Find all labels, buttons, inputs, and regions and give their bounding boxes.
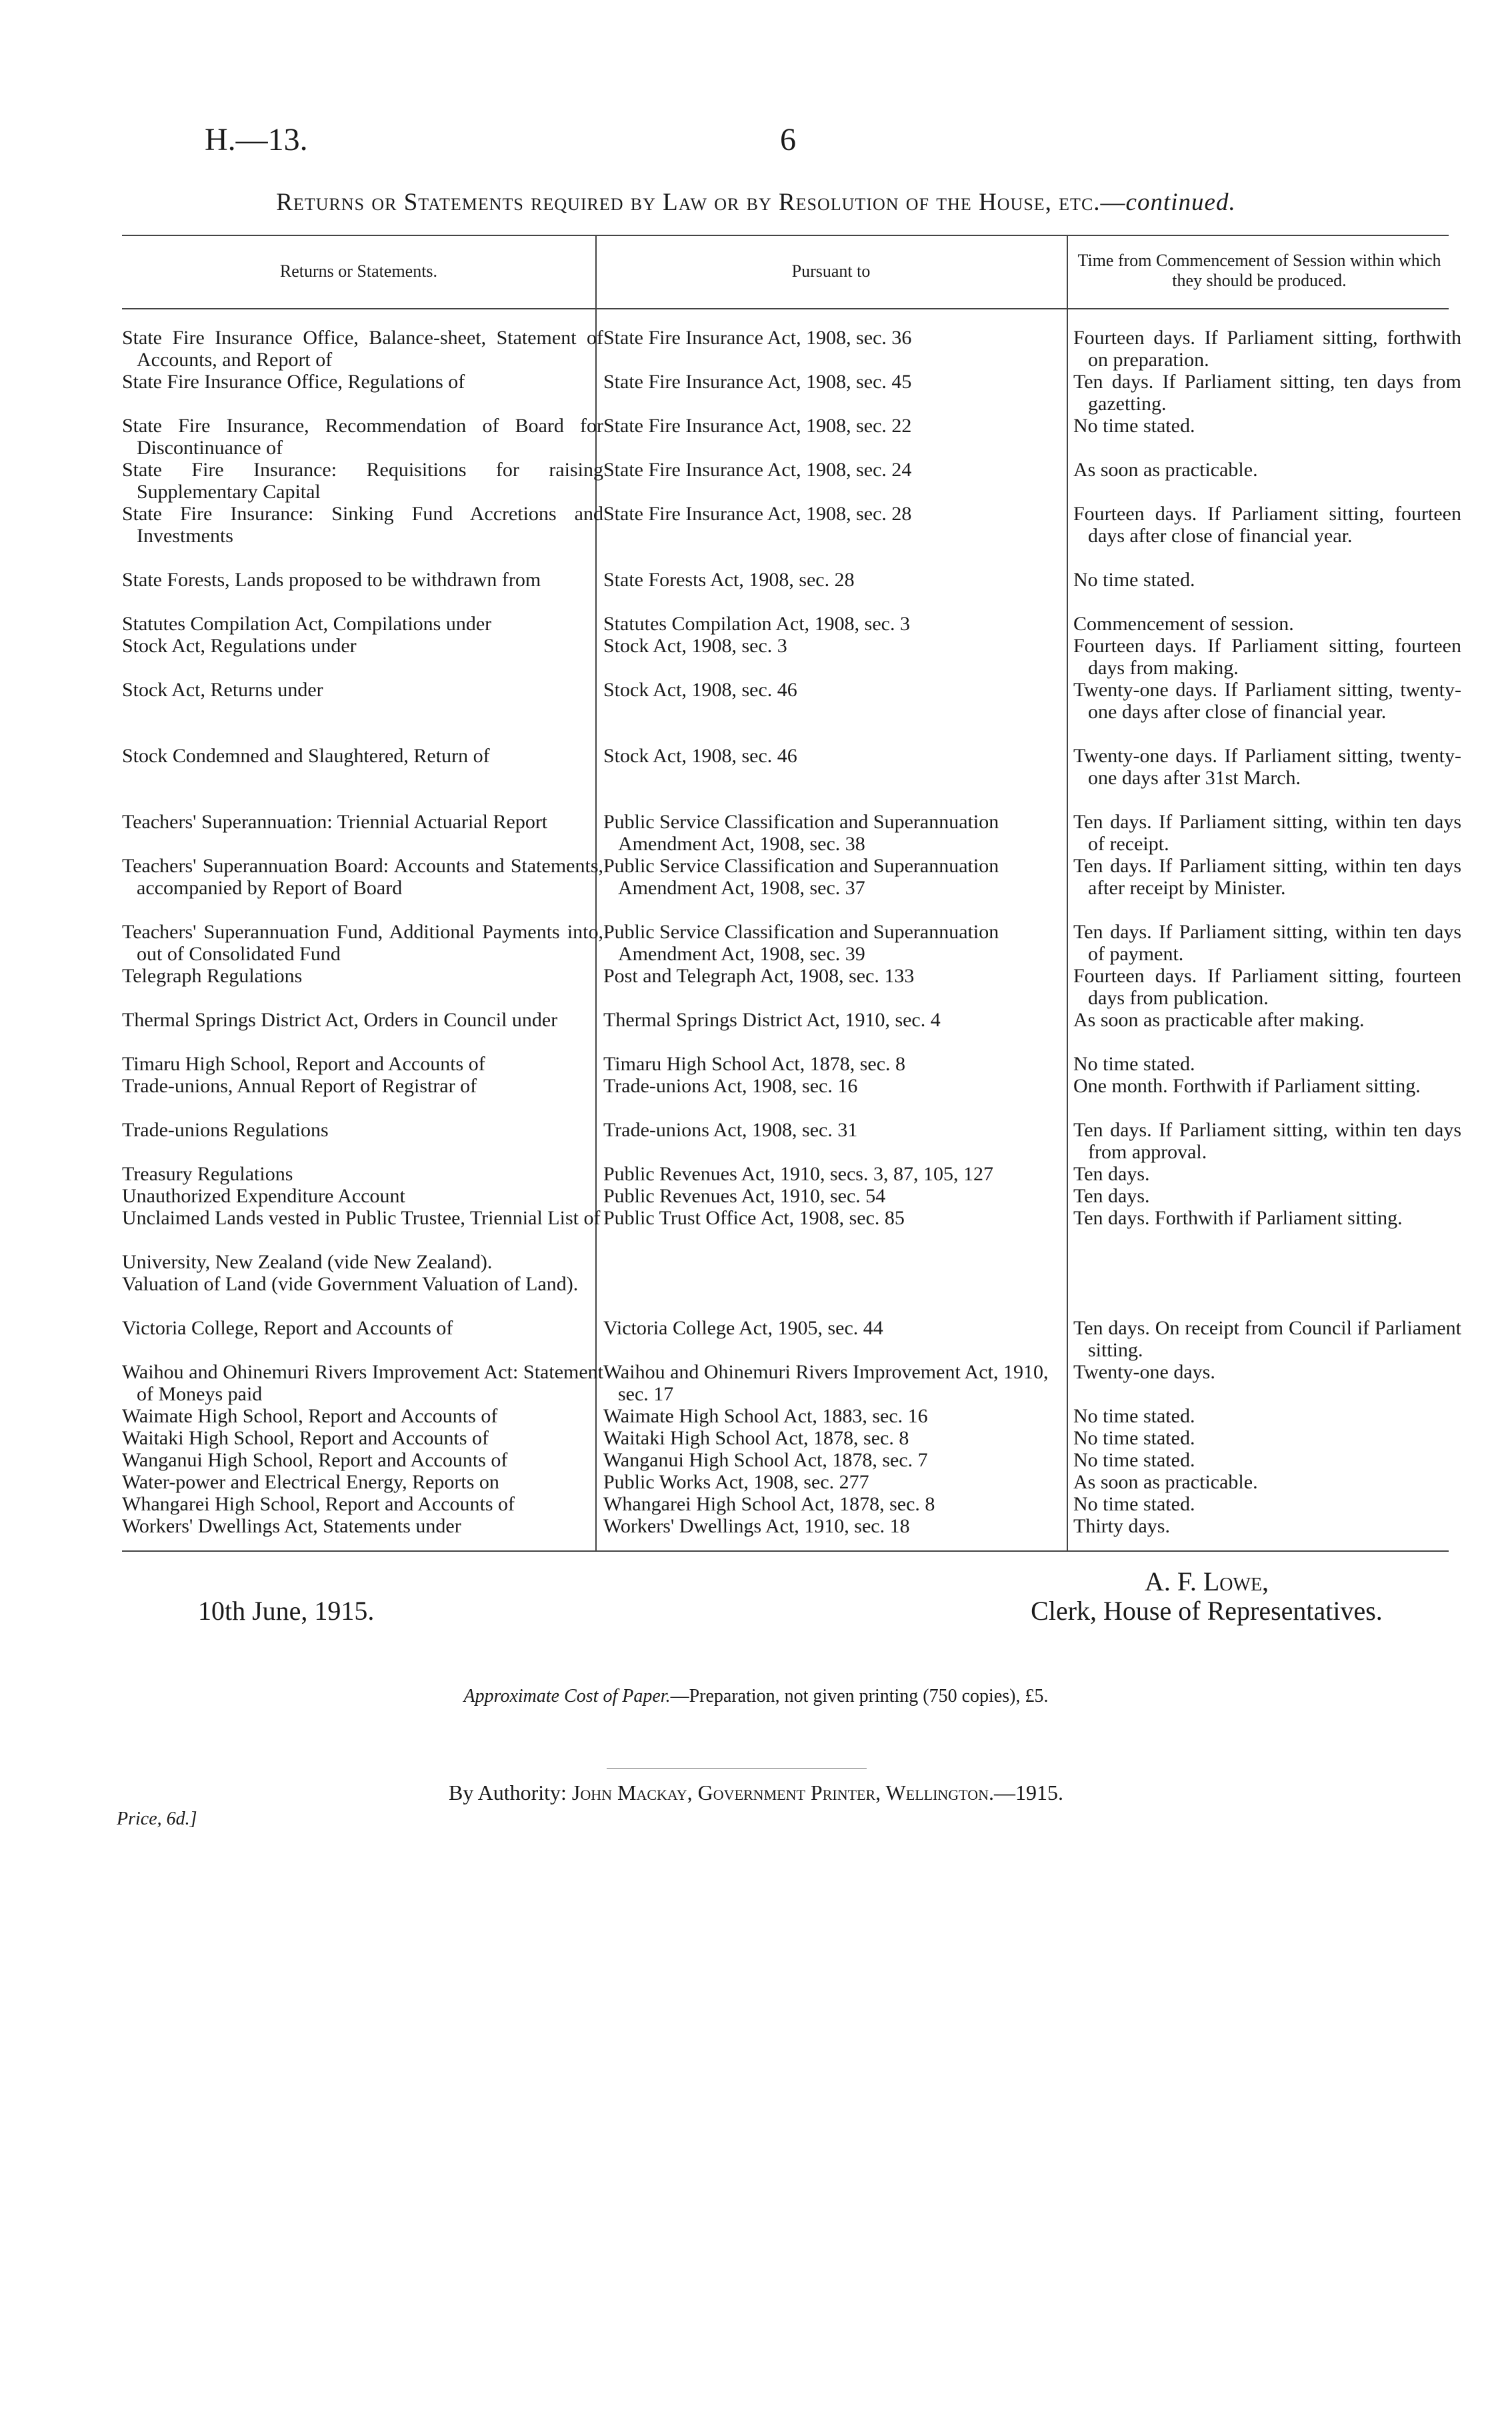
return-cell: Water-power and Electrical Energy, Reports on: [122, 1471, 499, 1493]
pursuant-cell: State Fire Insurance Act, 1908, sec. 22: [603, 415, 912, 437]
time-cell: One month. Forthwith if Parliament sitting.: [1073, 1075, 1421, 1097]
return-cell: Teachers' Superannuation Board: Accounts and Statements, accompanied by Report of Board: [122, 855, 603, 899]
time-cell: No time stated.: [1073, 1053, 1195, 1075]
return-cell: Trade-unions Regulations: [122, 1119, 329, 1141]
return-cell: Timaru High School, Report and Accounts of: [122, 1053, 485, 1075]
table-top-rule: [122, 235, 1449, 236]
return-cell: Victoria College, Report and Accounts of: [122, 1317, 453, 1339]
return-cell: Unclaimed Lands vested in Public Trustee, Triennial List of: [122, 1207, 601, 1229]
time-cell: Ten days. If Parliament sitting, within ten days of receipt.: [1073, 811, 1461, 855]
price: Price, 6d.]: [117, 1808, 197, 1829]
return-cell: Waitaki High School, Report and Accounts of: [122, 1427, 489, 1449]
time-cell: No time stated.: [1073, 1405, 1195, 1427]
signature-name: A. F. Lowe,: [1144, 1566, 1269, 1596]
time-cell: Ten days.: [1073, 1163, 1150, 1185]
time-cell: No time stated.: [1073, 1493, 1195, 1515]
column-header-returns: Returns or Statements.: [279, 261, 438, 281]
pursuant-cell: Stock Act, 1908, sec. 46: [603, 745, 797, 767]
return-cell: University, New Zealand (vide New Zealand).: [122, 1251, 493, 1273]
pursuant-cell: Stock Act, 1908, sec. 46: [603, 679, 797, 701]
pursuant-cell: Statutes Compilation Act, 1908, sec. 3: [603, 613, 910, 635]
return-cell: Unauthorized Expenditure Account: [122, 1185, 405, 1207]
pursuant-cell: State Fire Insurance Act, 1908, sec. 36: [603, 327, 912, 349]
pursuant-cell: Public Revenues Act, 1910, sec. 54: [603, 1185, 886, 1207]
authority-rule: [607, 1768, 867, 1769]
return-cell: Trade-unions, Annual Report of Registrar of: [122, 1075, 477, 1097]
cost-of-paper: Approximate Cost of Paper.—Preparation, not given printing (750 copies), £5.: [463, 1686, 1049, 1706]
pursuant-cell: Public Service Classification and Superannuation Amendment Act, 1908, sec. 37: [603, 855, 999, 899]
page-number: 6: [780, 122, 796, 157]
time-cell: Twenty-one days.: [1073, 1361, 1215, 1383]
pursuant-cell: State Fire Insurance Act, 1908, sec. 45: [603, 371, 912, 393]
return-cell: Valuation of Land (vide Government Valuation of Land).: [122, 1273, 579, 1295]
pursuant-cell: State Forests Act, 1908, sec. 28: [603, 569, 855, 591]
time-cell: Fourteen days. If Parliament sitting, fourteen days from publication.: [1073, 965, 1461, 1009]
time-cell: Ten days. Forthwith if Parliament sitting.: [1073, 1207, 1403, 1229]
return-cell: Statutes Compilation Act, Compilations under: [122, 613, 492, 635]
pursuant-cell: Public Trust Office Act, 1908, sec. 85: [603, 1207, 905, 1229]
return-cell: Whangarei High School, Report and Accounts of: [122, 1493, 515, 1515]
time-cell: No time stated.: [1073, 569, 1195, 591]
pursuant-cell: Stock Act, 1908, sec. 3: [603, 635, 787, 657]
time-cell: Ten days. If Parliament sitting, within ten days of payment.: [1073, 921, 1461, 965]
time-cell: Commencement of session.: [1073, 613, 1294, 635]
return-cell: Thermal Springs District Act, Orders in Council under: [122, 1009, 558, 1031]
column-header-time: Time from Commencement of Session within which they should be produced.: [1077, 251, 1441, 290]
return-cell: State Fire Insurance Office, Regulations of: [122, 371, 465, 393]
time-cell: Fourteen days. If Parliament sitting, fourteen days after close of financial year.: [1073, 503, 1461, 547]
pursuant-cell: Waitaki High School Act, 1878, sec. 8: [603, 1427, 909, 1449]
pursuant-cell: Trade-unions Act, 1908, sec. 31: [603, 1119, 858, 1141]
time-cell: Ten days. If Parliament sitting, within ten days after receipt by Minister.: [1073, 855, 1461, 899]
return-cell: Teachers' Superannuation Fund, Additional Payments into, out of Consolidated Fund: [122, 921, 603, 965]
time-cell: Fourteen days. If Parliament sitting, forthwith on preparation.: [1073, 327, 1461, 371]
return-cell: State Fire Insurance: Requisitions for raising Supplementary Capital: [122, 459, 603, 503]
return-cell: State Fire Insurance: Sinking Fund Accretions and Investments: [122, 503, 603, 547]
return-cell: Wanganui High School, Report and Accounts of: [122, 1449, 508, 1471]
pursuant-cell: Waihou and Ohinemuri Rivers Improvement Act, 1910, sec. 17: [603, 1361, 1049, 1405]
time-cell: No time stated.: [1073, 415, 1195, 437]
return-cell: Teachers' Superannuation: Triennial Actuarial Report: [122, 811, 548, 833]
signature-date: 10th June, 1915.: [198, 1596, 375, 1626]
document-reference: H.—13.: [205, 122, 308, 157]
pursuant-cell: Workers' Dwellings Act, 1910, sec. 18: [603, 1515, 910, 1537]
time-cell: Twenty-one days. If Parliament sitting, twenty-one days after 31st March.: [1073, 745, 1461, 789]
time-cell: Thirty days.: [1073, 1515, 1170, 1537]
page-title: Returns or Statements required by Law or by Resolution of the House, etc.—continued.: [276, 189, 1236, 216]
return-cell: State Fire Insurance Office, Balance-sheet, Statement of Accounts, and Report of: [122, 327, 603, 371]
signature-position: Clerk, House of Representatives.: [1031, 1596, 1383, 1626]
time-cell: Ten days. On receipt from Council if Parliament sitting.: [1073, 1317, 1461, 1361]
time-cell: Ten days. If Parliament sitting, within ten days from approval.: [1073, 1119, 1461, 1163]
return-cell: State Fire Insurance, Recommendation of Board for Discontinuance of: [122, 415, 603, 459]
pursuant-cell: Public Revenues Act, 1910, secs. 3, 87, 105, 127: [603, 1163, 993, 1185]
pursuant-cell: Waimate High School Act, 1883, sec. 16: [603, 1405, 928, 1427]
time-cell: As soon as practicable.: [1073, 459, 1258, 481]
pursuant-cell: Post and Telegraph Act, 1908, sec. 133: [603, 965, 915, 987]
return-cell: Stock Act, Returns under: [122, 679, 323, 701]
return-cell: Waihou and Ohinemuri Rivers Improvement Act: Statement of Moneys paid: [122, 1361, 603, 1405]
pursuant-cell: Timaru High School Act, 1878, sec. 8: [603, 1053, 906, 1075]
time-cell: Twenty-one days. If Parliament sitting, twenty-one days after close of financial year.: [1073, 679, 1461, 723]
time-cell: Fourteen days. If Parliament sitting, fourteen days from making.: [1073, 635, 1461, 679]
time-cell: No time stated.: [1073, 1449, 1195, 1471]
time-cell: As soon as practicable after making.: [1073, 1009, 1365, 1031]
pursuant-cell: Thermal Springs District Act, 1910, sec. 4: [603, 1009, 941, 1031]
return-cell: Stock Act, Regulations under: [122, 635, 357, 657]
pursuant-cell: State Fire Insurance Act, 1908, sec. 28: [603, 503, 912, 525]
pursuant-cell: Trade-unions Act, 1908, sec. 16: [603, 1075, 858, 1097]
pursuant-cell: Public Works Act, 1908, sec. 277: [603, 1471, 869, 1493]
return-cell: State Forests, Lands proposed to be withdrawn from: [122, 569, 541, 591]
pursuant-cell: Public Service Classification and Superannuation Amendment Act, 1908, sec. 39: [603, 921, 999, 965]
return-cell: Stock Condemned and Slaughtered, Return of: [122, 745, 490, 767]
return-cell: Treasury Regulations: [122, 1163, 293, 1185]
pursuant-cell: Victoria College Act, 1905, sec. 44: [603, 1317, 883, 1339]
time-cell: No time stated.: [1073, 1427, 1195, 1449]
table-header-rule: [122, 308, 1449, 309]
table-bottom-rule: [122, 1550, 1449, 1552]
pursuant-cell: Whangarei High School Act, 1878, sec. 8: [603, 1493, 935, 1515]
return-cell: Workers' Dwellings Act, Statements under: [122, 1515, 461, 1537]
pursuant-cell: Public Service Classification and Superannuation Amendment Act, 1908, sec. 38: [603, 811, 999, 855]
return-cell: Waimate High School, Report and Accounts of: [122, 1405, 498, 1427]
printer-authority: By Authority: John Mackay, Government Printer, Wellington.—1915.: [449, 1780, 1063, 1804]
return-cell: Telegraph Regulations: [122, 965, 303, 987]
pursuant-cell: State Fire Insurance Act, 1908, sec. 24: [603, 459, 912, 481]
time-cell: Ten days. If Parliament sitting, ten days from gazetting.: [1073, 371, 1461, 415]
time-cell: As soon as practicable.: [1073, 1471, 1258, 1493]
time-cell: Ten days.: [1073, 1185, 1150, 1207]
column-header-pursuant: Pursuant to: [791, 261, 871, 281]
pursuant-cell: Wanganui High School Act, 1878, sec. 7: [603, 1449, 928, 1471]
